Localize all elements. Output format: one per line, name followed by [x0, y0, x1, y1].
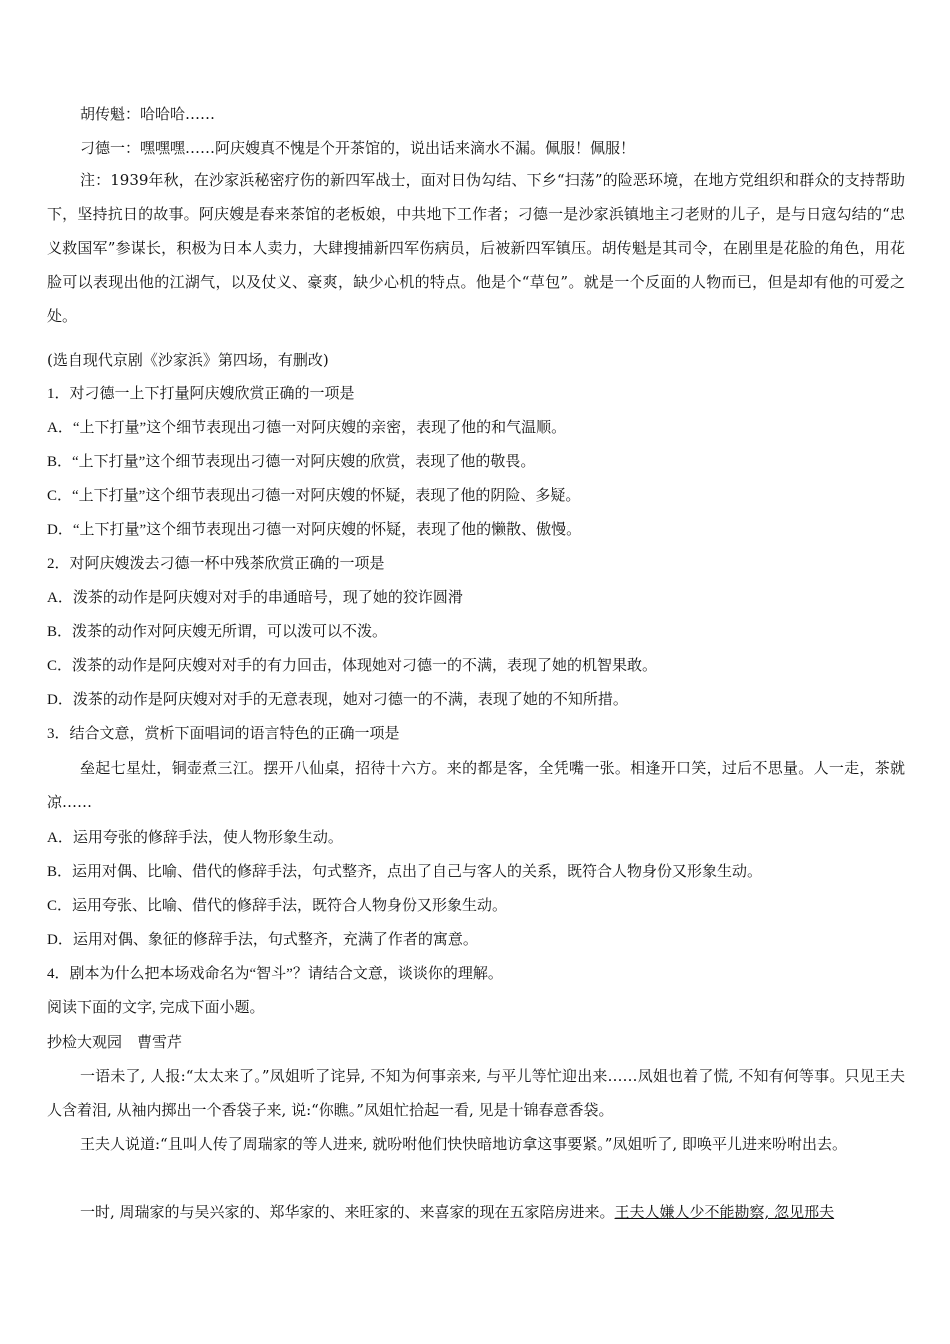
background-note: 注：1939年秋，在沙家浜秘密疗伤的新四军战士，面对日伪勾结、下乡“扫荡”的险恶环境，在地方党组织和群众的支持帮助下，坚持抗日的故事。阿庆嫂是春来茶馆的老板娘，中共地下工作者；刁德一是沙家浜镇地主刁老财的儿子，是与日寇勾结的“忠义救国军”参谋长，积极为日本人卖力，大肆搜捕新四军伤病员，后被新四军镇压。胡传魁是其司令，在剧里是花脸的角色，用花脸可以表现出他的江湖气，以及仗义、豪爽，缺少心机的特点。他是个“草包”。就是一个反面的人物而已，但是却有他的可爱之处。 — [47, 171, 905, 325]
dialogue-text: 嘿嘿嘿……阿庆嫂真不愧是个开茶馆的，说出话来滴水不漏。佩服！佩服！ — [140, 139, 636, 157]
passage-paragraph-1: 一语未了, 人报:“太太来了。”凤姐听了诧异, 不知为何事亲来, 与平儿等忙迎出来……凤姐也着了慌, 不知有何等事。只见王夫人含着泪, 从袖内掷出一个香袋子来, 说:“你瞧。”凤姐忙拾起一看, 见是十锦春意香袋。 — [47, 1067, 905, 1119]
question-3-lyric: 垒起七星灶，铜壶煮三江。摆开八仙桌，招待十六方。来的都是客，全凭嘴一张。相逢开口笑，过后不思量。人一走，茶就凉…… — [47, 759, 905, 811]
reading-instruction: 阅读下面的文字, 完成下面小题。 — [47, 1000, 265, 1016]
question-3-option-b: B．运用对偶、比喻、借代的修辞手法，句式整齐，点出了自己与客人的关系，既符合人物身份又形象生动。 — [47, 864, 763, 880]
underlined-sentence: 王夫人嫌人少不能勘察, 忽见邢夫 — [614, 1203, 835, 1221]
question-1-option-a: A．“上下打量”这个细节表现出刁德一对阿庆嫂的亲密，表现了他的和气温顺。 — [47, 420, 567, 436]
passage-title: 抄检大观园 曹雪芹 — [47, 1033, 183, 1051]
dialogue-line-hu — [80, 104, 215, 124]
question-1-stem: 1．对刁德一上下打量阿庆嫂欣赏正确的一项是 — [47, 386, 355, 402]
question-2-option-b: B．泼茶的动作对阿庆嫂无所谓，可以泼可以不泼。 — [47, 624, 388, 640]
dialogue-text: 哈哈哈…… — [140, 105, 216, 123]
question-2-option-c: C．泼茶的动作是阿庆嫂对对手的有力回击，体现她对刁德一的不满，表现了她的机智果敢。 — [47, 658, 658, 674]
question-4-stem: 4．剧本为什么把本场戏命名为“智斗”？请结合文意，谈谈你的理解。 — [47, 966, 503, 982]
question-3-option-c: C．运用夸张、比喻、借代的修辞手法，既符合人物身份又形象生动。 — [47, 898, 508, 914]
passage-paragraph-3 — [47, 1195, 905, 1229]
dialogue-line-diao — [80, 138, 635, 158]
question-1-option-b: B．“上下打量”这个细节表现出刁德一对阿庆嫂的欣赏，表现了他的敬畏。 — [47, 454, 536, 470]
question-1-option-c: C．“上下打量”这个细节表现出刁德一对阿庆嫂的怀疑，表现了他的阴险、多疑。 — [47, 488, 581, 504]
question-2-option-d: D．泼茶的动作是阿庆嫂对对手的无意表现，她对刁德一的不满，表现了她的不知所措。 — [47, 692, 628, 708]
passage-paragraph-3-text: 一时, 周瑞家的与吴兴家的、郑华家的、来旺家的、来喜家的现在五家陪房进来。 — [80, 1203, 615, 1221]
question-2-stem: 2．对阿庆嫂泼去刁德一杯中残茶欣赏正确的一项是 — [47, 556, 385, 572]
question-1-option-d: D．“上下打量”这个细节表现出刁德一对阿庆嫂的怀疑，表现了他的懒散、傲慢。 — [47, 522, 582, 538]
speaker: 胡传魁： — [80, 105, 141, 123]
speaker: 刁德一： — [80, 139, 141, 157]
question-2-option-a: A．泼茶的动作是阿庆嫂对对手的串通暗号，现了她的狡诈圆滑 — [47, 590, 463, 606]
passage-paragraph-2: 王夫人说道:“且叫人传了周瑞家的等人进来, 就吩咐他们快快暗地访拿这事要紧。”凤姐听了, 即唤平儿进来吩咐出去。 — [80, 1135, 847, 1153]
question-3-option-d: D．运用对偶、象征的修辞手法，句式整齐，充满了作者的寓意。 — [47, 932, 478, 948]
source-line: (选自现代京剧《沙家浜》第四场，有删改) — [47, 351, 329, 369]
question-3-stem: 3．结合文意，赏析下面唱词的语言特色的正确一项是 — [47, 726, 400, 742]
question-3-option-a: A．运用夸张的修辞手法，使人物形象生动。 — [47, 830, 343, 846]
